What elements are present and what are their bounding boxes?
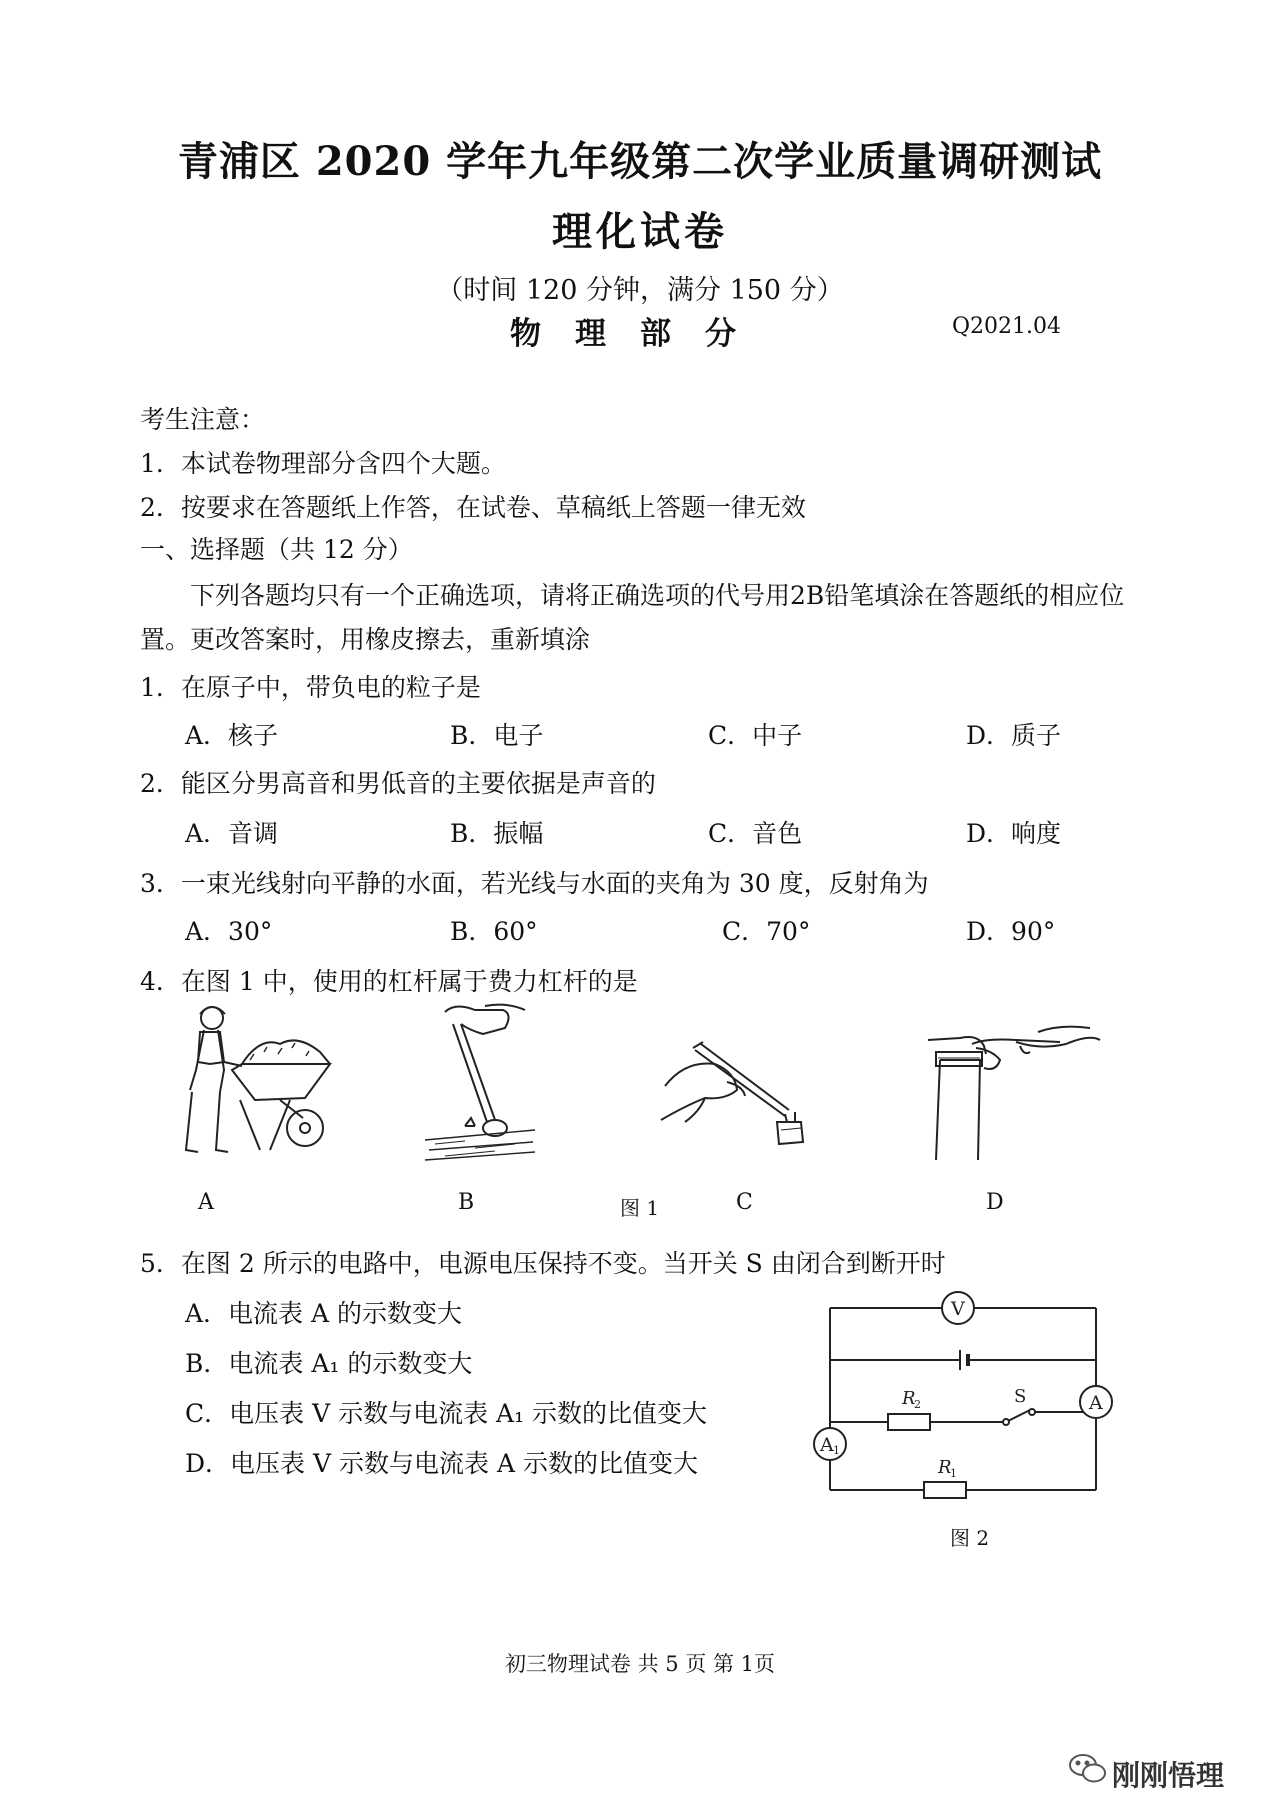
question-3-option-a: A．30° (185, 917, 273, 946)
question-2-stem: 2．能区分男高音和男低音的主要依据是声音的 (140, 769, 656, 798)
notice-heading: 考生注意： (140, 405, 266, 434)
figure2-caption: 图 2 (950, 1526, 990, 1550)
wheelbarrow-illustration (180, 1000, 355, 1165)
switch-label: S (1014, 1386, 1027, 1407)
bottle-opener-illustration (920, 1020, 1100, 1160)
notice-item-2: 2．按要求在答题纸上作答，在试卷、草稿纸上答题一律无效 (140, 493, 806, 522)
question-5-option-c: C．电压表 V 示数与电流表 A₁ 示数的比值变大 (185, 1399, 708, 1428)
question-2-option-d: D．响度 (966, 819, 1062, 848)
question-5-stem: 5．在图 2 所示的电路中，电源电压保持不变。当开关 S 由闭合到断开时 (140, 1249, 946, 1278)
r1-label: R (938, 1457, 952, 1478)
rake-illustration (425, 1000, 535, 1165)
question-1-stem: 1．在原子中，带负电的粒子是 (140, 673, 481, 702)
question-5-option-b: B．电流表 A₁ 的示数变大 (185, 1349, 473, 1378)
question-5-option-d: D．电压表 V 示数与电流表 A 示数的比值变大 (185, 1449, 698, 1478)
r2-label: R (902, 1388, 916, 1409)
figure1-label-d: D (986, 1190, 1004, 1215)
question-3-stem: 3．一束光线射向平静的水面，若光线与水面的夹角为 30 度，反射角为 (140, 869, 929, 898)
figure1-label-c: C (736, 1190, 753, 1215)
ammeter-a1-label: A (820, 1434, 834, 1456)
part1-instruction-2: 置。更改答案时，用橡皮擦去，重新填涂 (140, 625, 591, 654)
question-1-option-c: C．中子 (708, 721, 803, 750)
question-1-option-d: D．质子 (966, 721, 1062, 750)
exam-subtitle: 理化试卷 (552, 208, 728, 255)
part1-instruction-1: 下列各题均只有一个正确选项，请将正确选项的代号用2B铅笔填涂在答题纸的相应位 (190, 581, 1125, 610)
question-4-stem: 4．在图 1 中，使用的杠杆属于费力杠杆的是 (140, 967, 638, 996)
ammeter-a1-subscript: 1 (833, 1444, 840, 1457)
exam-code: Q2021.04 (952, 314, 1062, 339)
question-3-option-c: C．70° (722, 917, 811, 946)
question-5-option-a: A．电流表 A 的示数变大 (185, 1299, 463, 1328)
figure1-caption: 图 1 (620, 1196, 660, 1220)
question-3-option-d: D．90° (966, 917, 1056, 946)
figure1-label-b: B (458, 1190, 475, 1215)
wechat-icon (1068, 1752, 1108, 1786)
voltmeter-label: V (951, 1298, 965, 1320)
ammeter-a-label: A (1089, 1392, 1103, 1414)
notice-item-1: 1．本试卷物理部分含四个大题。 (140, 449, 506, 478)
question-1-option-a: A．核子 (185, 721, 279, 750)
question-2-option-a: A．音调 (185, 819, 279, 848)
figure1-label-a: A (198, 1190, 214, 1215)
question-1-option-b: B．电子 (450, 721, 544, 750)
part1-heading: 一、选择题（共 12 分） (140, 535, 413, 564)
question-3-option-b: B．60° (450, 917, 538, 946)
r1-subscript: 1 (950, 1467, 957, 1480)
page-footer: 初三物理试卷 共 5 页 第 1页 (504, 1652, 776, 1676)
time-note: （时间 120 分钟，满分 150 分） (436, 275, 844, 306)
circuit-diagram (800, 1280, 1120, 1500)
section-title: 物理部分 (510, 316, 770, 352)
watermark-text: 刚刚悟理 (1112, 1759, 1225, 1792)
question-2-option-c: C．音色 (708, 819, 803, 848)
tweezers-illustration (655, 1030, 825, 1155)
exam-title: 青浦区 2020 学年九年级第二次学业质量调研测试 (177, 138, 1103, 185)
question-2-option-b: B．振幅 (450, 819, 544, 848)
r2-subscript: 2 (914, 1398, 921, 1411)
